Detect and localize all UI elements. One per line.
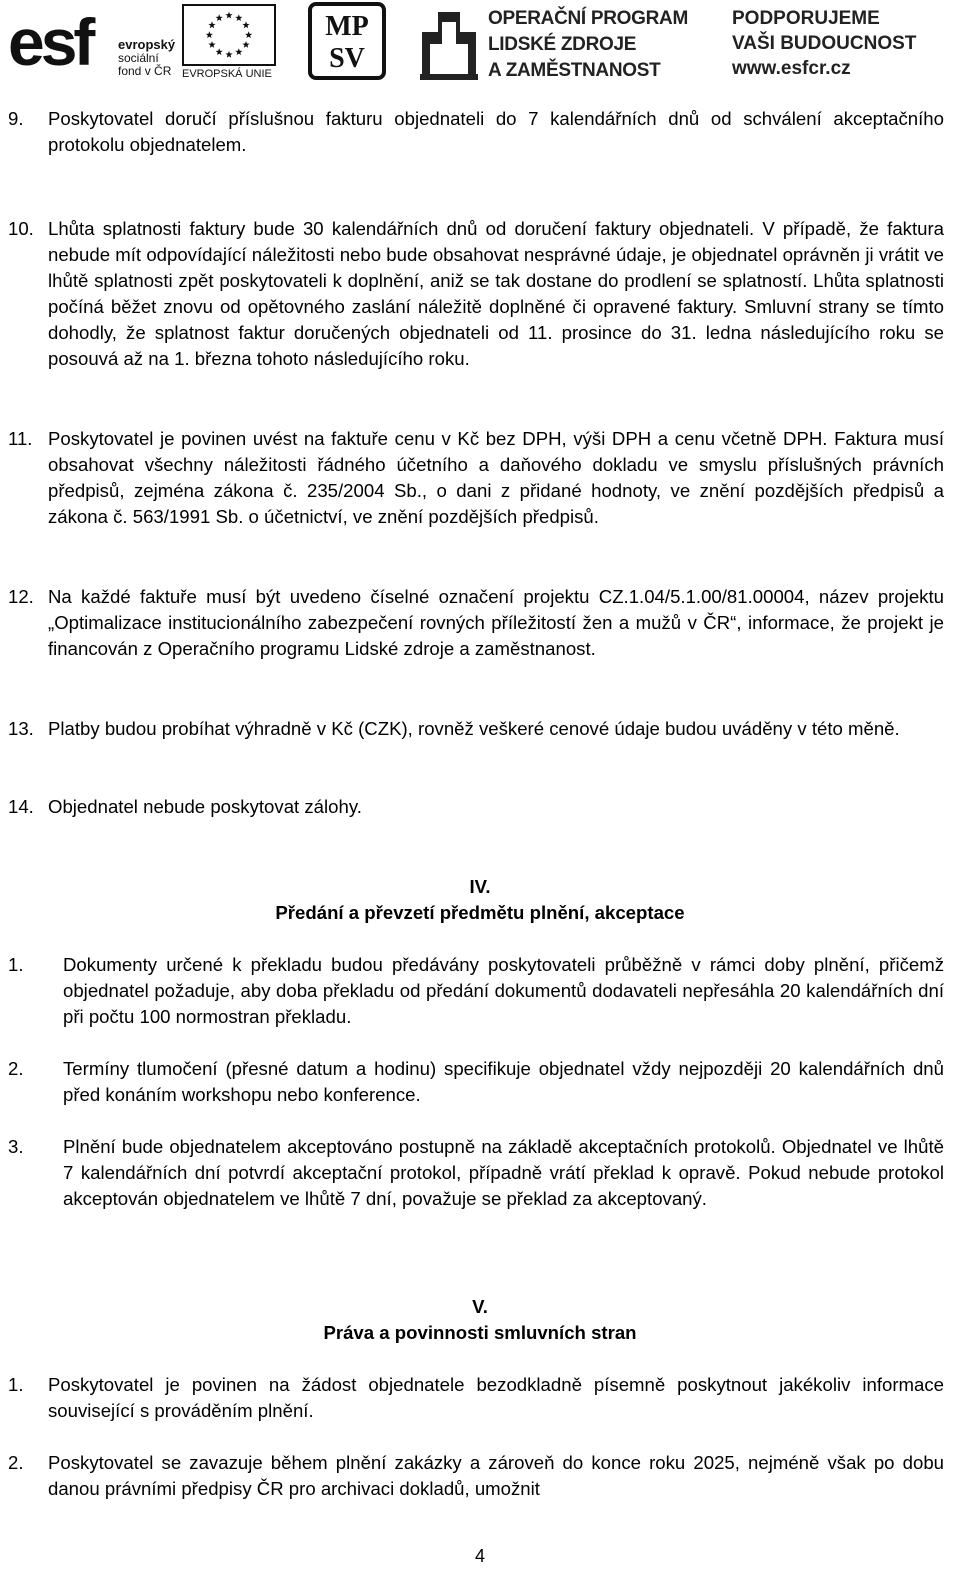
clause-text: Lhůta splatnosti faktury bude 30 kalendářních dnů od doručení faktury objednateli. V případě, že faktura nebude mít odpovídající náležitosti nebo bude obsahovat nesprávné údaje, je objednatel oprávněn ji vrátit ve lhůtě splatnosti zpět poskytovateli k doplnění, aniž se tak dostane do prodlení se splatností. Lhůta splatnosti počíná běžet znovu od opětovného zaslání náležitě doplněné či opravené faktury. Smluvní strany se tímto dohodly, že splatnost faktur doručených objednateli od 11. prosince do 31. ledna následujícího roku se posouvá až na 1. března tohoto následujícího roku. — [48, 218, 944, 369]
section-iv-number: IV. — [469, 876, 491, 897]
clause-number: 14. — [8, 796, 34, 817]
clause-text: Na každé faktuře musí být uvedeno číselné označení projektu CZ.1.04/5.1.00/81.00004, název projektu „Optimalizace institucionálního zabezpečení rovných příležitostí žen a mužů v ČR“, informace, že projekt je financován z Operačního programu Lidské zdroje a zaměstnanost. — [48, 586, 944, 659]
page-header — [0, 0, 960, 92]
section-v-number: V. — [472, 1296, 488, 1317]
eu-label: EVROPSKÁ UNIE — [182, 68, 272, 80]
clause-number: 1. — [8, 954, 24, 975]
esf-line-3: fond v ČR — [118, 64, 172, 78]
op-line-2: LIDSKÉ ZDROJE — [488, 34, 637, 55]
mpsv-logo — [308, 2, 388, 82]
clause-text: Platby budou probíhat výhradně v Kč (CZK), rovněž veškeré cenové údaje budou uváděny v této měně. — [48, 718, 900, 739]
section-iv-title: Předání a převzetí předmětu plnění, akceptace — [275, 902, 685, 923]
eu-star-icon — [235, 48, 242, 55]
clause-number: 10. — [8, 218, 34, 239]
clause-number: 11. — [8, 428, 33, 449]
eu-logo — [182, 4, 278, 82]
clause-number: 12. — [8, 586, 34, 607]
section-v-title: Práva a povinnosti smluvních stran — [323, 1322, 637, 1343]
eu-star-icon — [235, 14, 242, 21]
eu-star-icon — [206, 31, 213, 38]
clause-text: Objednatel nebude poskytovat zálohy. — [48, 796, 362, 817]
clause-number: 2. — [8, 1058, 24, 1079]
eu-star-icon — [242, 41, 249, 48]
pod-line-1: PODPORUJEME — [732, 8, 880, 29]
op-hat-icon — [420, 4, 478, 80]
op-logo — [420, 4, 710, 84]
esf-logo — [8, 2, 176, 82]
clause-text: Plnění bude objednatelem akceptováno postupně na základě akceptačních protokolů. Objednatel ve lhůtě 7 kalendářních dní potvrdí akceptační protokol, případně vrátí překlad k opravě. Pokud nebude protokol akceptován objednatelem ve lhůtě 7 dní, považuje se překlad za akceptovaný. — [63, 1136, 944, 1209]
clause-text: Poskytovatel doručí příslušnou fakturu objednateli do 7 kalendářních dnů od schválení akceptačního protokolu objednatelem. — [48, 108, 944, 155]
mpsv-bottom: SV — [329, 43, 365, 74]
esf-logo-mark: esf — [8, 5, 92, 79]
podporujeme-logo — [732, 6, 942, 84]
eu-star-icon — [242, 21, 249, 28]
clause-text: Dokumenty určené k překladu budou předávány poskytovateli průběžně v rámci doby plnění, přičemž objednatel požaduje, aby doba překladu od předání dokumentů dodavateli nepřesáhla 20 kalendářních dní při počtu 100 normostran překladu. — [63, 954, 944, 1027]
clause-number: 2. — [8, 1452, 24, 1473]
eu-star-icon — [245, 31, 252, 38]
op-line-1: OPERAČNÍ PROGRAM — [488, 8, 688, 29]
clause-text: Termíny tlumočení (přesné datum a hodinu) specifikuje objednatel vždy nejpozději 20 kalendářních dnů před konáním workshopu nebo konference. — [63, 1058, 944, 1105]
esf-line-1: evropský — [118, 37, 176, 52]
eu-star-icon — [225, 51, 232, 58]
pod-line-3: www.esfcr.cz — [732, 58, 851, 79]
mpsv-logo-box — [308, 2, 386, 80]
eu-star-icon — [225, 12, 232, 19]
esf-logo-text — [118, 38, 175, 78]
podporujeme-text — [732, 6, 942, 81]
clause-text: Poskytovatel se zavazuje během plnění zakázky a zároveň do konce roku 2025, nejméně však po dobu danou právními předpisy ČR pro archivaci dokladů, umožnit — [48, 1452, 944, 1499]
clause-number: 9. — [8, 108, 24, 129]
mpsv-top: MP — [325, 11, 369, 42]
clause-number: 13. — [8, 718, 34, 739]
esf-line-2: sociální — [118, 51, 159, 65]
page-number: 4 — [474, 1546, 485, 1566]
eu-star-icon — [208, 21, 215, 28]
clause-text: Poskytovatel je povinen na žádost objednatele bezodkladně písemně poskytnout jakékoliv informace související s prováděním plnění. — [48, 1374, 944, 1421]
eu-star-icon — [216, 48, 223, 55]
clause-number: 1. — [8, 1374, 24, 1395]
op-logo-text — [488, 6, 688, 84]
op-line-3: A ZAMĚSTNANOST — [488, 60, 661, 81]
clause-text: Poskytovatel je povinen uvést na faktuře cenu v Kč bez DPH, výši DPH a cenu včetně DPH. Faktura musí obsahovat všechny náležitosti řádného účetního a daňového dokladu ve smyslu příslušných právních předpisů, zejména zákona č. 235/2004 Sb., o dani z přidané hodnoty, ve znění pozdějších předpisů a zákona č. 563/1991 Sb. o účetnictví, ve znění pozdějších předpisů. — [48, 428, 944, 527]
eu-flag-icon — [182, 4, 276, 66]
clause-number: 3. — [8, 1136, 24, 1157]
pod-line-2: VAŠI BUDOUCNOST — [732, 33, 917, 54]
eu-star-icon — [208, 41, 215, 48]
eu-star-icon — [216, 14, 223, 21]
